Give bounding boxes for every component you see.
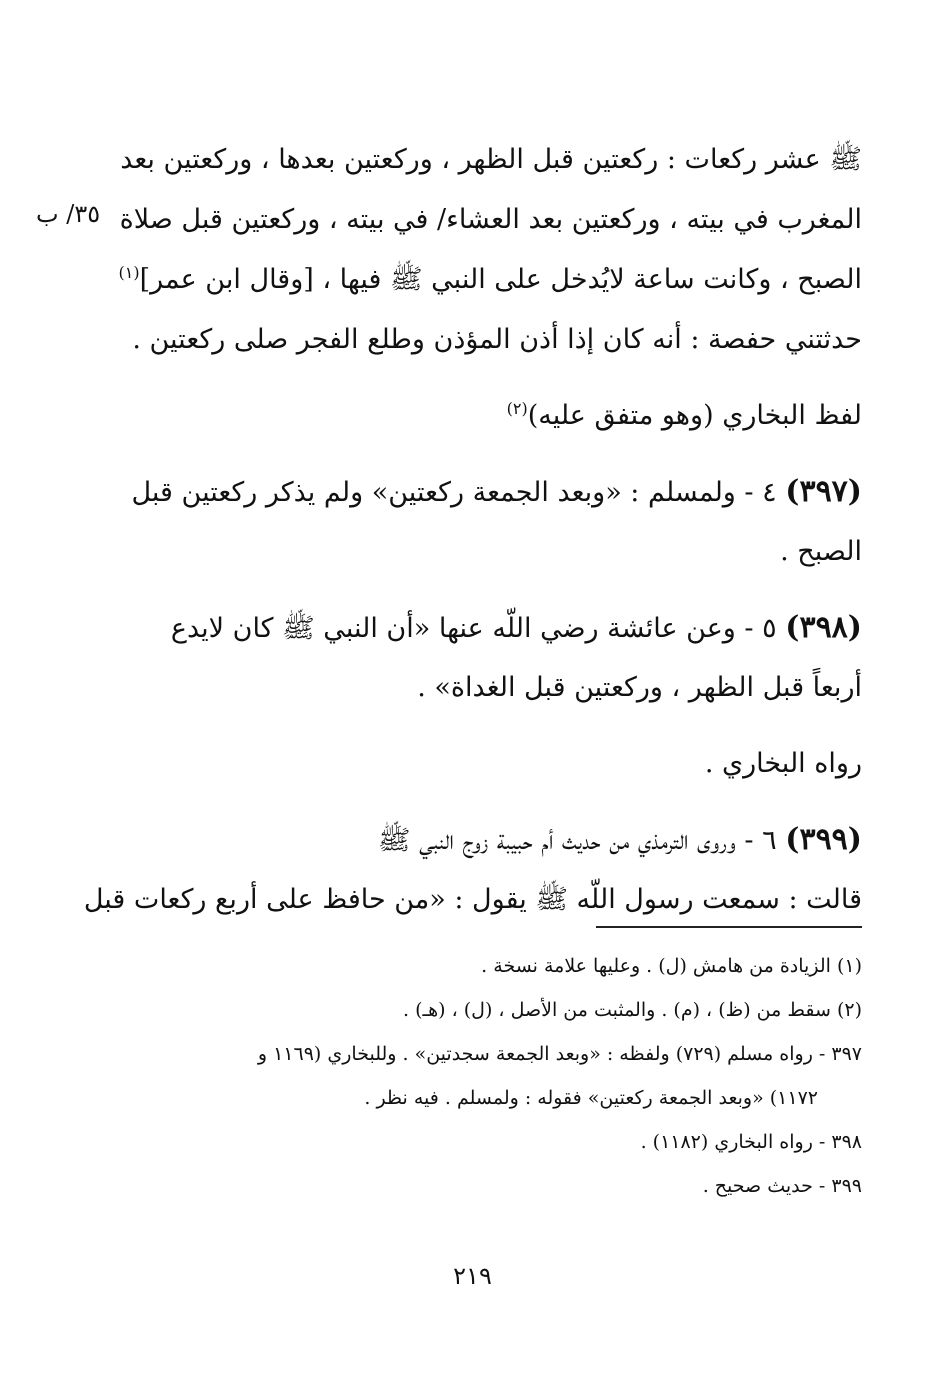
footnotes bbox=[150, 944, 862, 1208]
footnote-398: ٣٩٨ - رواه البخاري (١١٨٢) . bbox=[640, 1131, 862, 1153]
footnote-397: ٣٩٧ - رواه مسلم (٧٢٩) ولفظه : «وبعد الجمعة سجدتين» . وللبخاري (١١٦٩ و bbox=[257, 1043, 862, 1065]
hadith-397-text-1: ٤ - ولمسلم : «وبعد الجمعة ركعتين» ولم يذكر ركعتين قبل bbox=[131, 477, 777, 508]
main-line-3-text: الصبح ، وكانت ساعة لايُدخل على النبي ﷺ فيها ، [وقال ابن عمر] bbox=[139, 264, 862, 295]
margin-folio-note: ٣٥/ ب bbox=[36, 200, 101, 228]
footnote-divider bbox=[596, 926, 862, 928]
main-text bbox=[83, 130, 862, 930]
page-number: ٢١٩ bbox=[453, 1262, 492, 1290]
hadith-399-text-1: ٦ - وروى الترمذي من حديث أم حبيبة زوج النبي ﷺ bbox=[377, 825, 777, 856]
footnote-399: ٣٩٩ - حديث صحيح . bbox=[702, 1175, 862, 1197]
bukhari-note-text: لفظ البخاري (وهو متفق عليه) bbox=[527, 400, 862, 431]
main-line-2: المغرب في بيته ، وركعتين بعد العشاء/ في بيته ، وركعتين قبل صلاة bbox=[119, 204, 862, 235]
hadith-399-line-1 bbox=[150, 810, 862, 870]
hadith-397-number: (٣٩٧) bbox=[785, 474, 862, 509]
hadith-398-line-1 bbox=[150, 598, 862, 658]
footnote-ref-2: (٢) bbox=[506, 399, 528, 418]
hadith-398-number: (٣٩٨) bbox=[785, 610, 862, 645]
hadith-397-line-1 bbox=[131, 462, 862, 522]
footnote-397-continued: ١١٧٢) «وبعد الجمعة ركعتين» فقوله : ولمسلم . فيه نظر . bbox=[364, 1087, 818, 1109]
main-line-4: حدثتني حفصة : أنه كان إذا أذن المؤذن وطلع الفجر صلى ركعتين . bbox=[132, 324, 862, 355]
main-line-1: ﷺ عشر ركعات : ركعتين قبل الظهر ، وركعتين بعدها ، وركعتين بعد bbox=[120, 144, 862, 175]
footnote-ref-1: (١) bbox=[118, 263, 140, 282]
footnote-1: (١) الزيادة من هامش (ل) . وعليها علامة نسخة . bbox=[481, 955, 862, 977]
hadith-397-line-2: الصبح . bbox=[780, 536, 862, 567]
bukhari-note bbox=[150, 386, 862, 446]
hadith-399-number: (٣٩٩) bbox=[785, 822, 862, 857]
footnote-2: (٢) سقط من (ظ) ، (م) . والمثبت من الأصل ، (ل) ، (هـ) . bbox=[403, 999, 862, 1021]
hadith-398-text-1: ٥ - وعن عائشة رضي اللّه عنها «أن النبي ﷺ كان لايدع bbox=[170, 613, 777, 644]
main-line-3 bbox=[118, 250, 862, 310]
hadith-399-line-2: قالت : سمعت رسول اللّه ﷺ يقول : «من حافظ على أربع ركعات قبل bbox=[83, 884, 862, 915]
hadith-398-line-2: أربعاً قبل الظهر ، وركعتين قبل الغداة» . bbox=[417, 672, 862, 703]
hadith-398-source: رواه البخاري . bbox=[704, 748, 862, 779]
